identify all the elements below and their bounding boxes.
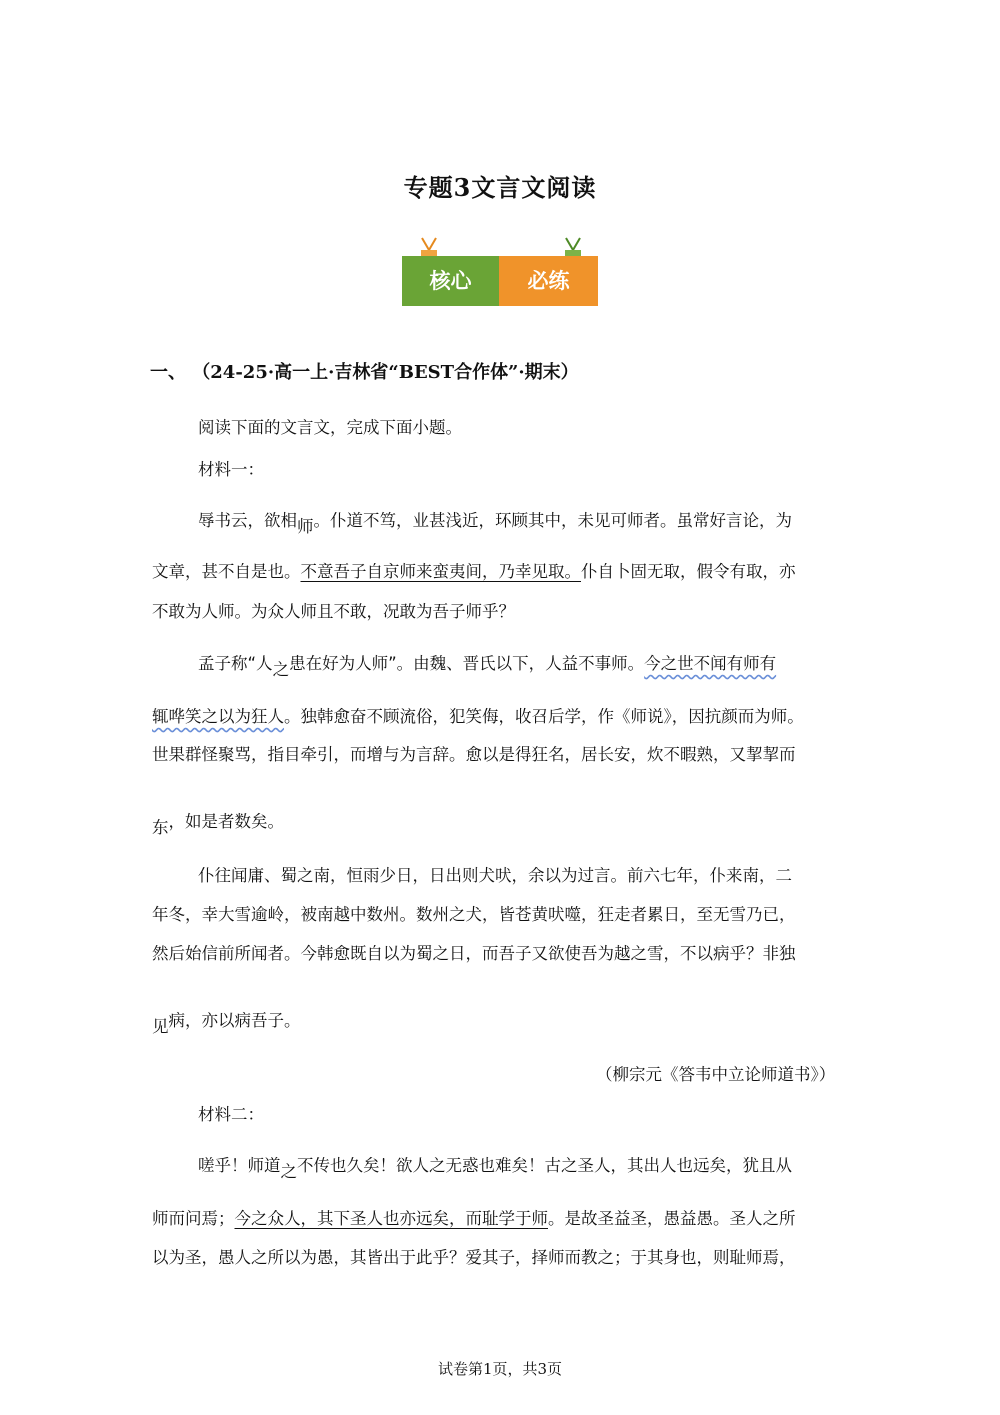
text-span: 病，亦以病吾子。 (168, 1011, 301, 1030)
text-span: 师而问焉； (152, 1209, 235, 1228)
wavy-underlined-text: 辄哗笑之以为狂人 (152, 707, 284, 726)
text-line: 以为圣，愚人之所以为愚，其皆出于此乎？爱其子，择师而教之；于其身也，则耻师焉， (152, 1248, 796, 1267)
instruction: 阅读下面的文言文，完成下面小题。 (198, 418, 462, 437)
page-footer: 试卷第1页，共3页 (437, 1360, 563, 1378)
text-line (198, 1152, 792, 1181)
material-label: 材料二： (198, 1105, 264, 1124)
text-line (152, 703, 804, 727)
text-span: 仆自卜固无取，假令有取，亦 (581, 562, 796, 581)
text-line (152, 808, 284, 837)
text-span: 之 (272, 660, 290, 679)
section-heading (150, 358, 579, 384)
text-span: 之 (280, 1162, 297, 1181)
text-line: 年冬，幸大雪逾岭，被南越中数州。数州之犬，皆苍黄吠噬，狂走者累日，至无雪乃已， (152, 905, 796, 924)
text-line (152, 1205, 796, 1229)
underlined-sentence: 不意吾子自京师来蛮夷间，乃幸见取。 (300, 562, 581, 581)
material-label: 材料一： (198, 460, 264, 479)
core-practice-badge (402, 236, 598, 308)
text-span: 师 (297, 517, 314, 536)
text-line: 仆往闻庸、蜀之南，恒雨少日，日出则犬吠，余以为过言。前六七年，仆来南，二 (198, 866, 792, 885)
text-line (152, 1007, 301, 1036)
underlined-sentence: 今之众人，其下圣人也亦远矣，而耻学于师 (234, 1209, 548, 1228)
section-source: （24-25·高一上·吉林省“BEST合作体”·期末） (192, 362, 579, 383)
text-span: 嗟乎！师道 (198, 1156, 281, 1175)
text-span: 辱书云，欲相 (198, 511, 297, 530)
badge-right-label: 必练 (499, 256, 598, 306)
text-span: 文章，甚不自是也。 (152, 562, 301, 581)
text-line: 世果群怪聚骂，指目牵引，而增与为言辞。愈以是得狂名，居长安，炊不暇熟，又挈挈而 (152, 745, 796, 764)
badge-left-label: 核心 (402, 256, 499, 306)
text-line (198, 650, 777, 679)
wavy-underlined-text: 今之世不闻有师有 (644, 654, 777, 673)
text-span: 患在好为人师”。由魏、晋氏以下，人益不事师。 (289, 654, 645, 673)
text-line: 然后始信前所闻者。今韩愈既自以为蜀之日，而吾子又欲使吾为越之雪，不以病乎？非独 (152, 944, 796, 963)
text-line (198, 507, 792, 536)
text-span: 见 (152, 1017, 169, 1036)
citation: （柳宗元《答韦中立论师道书》） (596, 1065, 836, 1084)
text-span: 。仆道不笃，业甚浅近，环顾其中，未见可师者。虽常好言论，为 (313, 511, 792, 530)
text-span: 。是故圣益圣，愚益愚。圣人之所 (548, 1209, 796, 1228)
text-span: 。独韩愈奋不顾流俗，犯笑侮，收召后学，作《师说》，因抗颜而为师。 (284, 707, 804, 726)
page-title: 专题3文言文阅读 (403, 173, 597, 202)
text-span: 不传也久矣！欲人之无惑也难矣！古之圣人，其出人也远矣，犹且从 (297, 1156, 792, 1175)
text-line: 不敢为人师。为众人师且不敢，况敢为吾子师乎？ (152, 602, 515, 621)
text-span: 孟子称“人 (198, 654, 273, 673)
text-line (152, 558, 796, 582)
text-span: 东 (152, 818, 169, 837)
section-number: 一、 (150, 362, 186, 383)
text-span: ，如是者数矣。 (168, 812, 284, 831)
